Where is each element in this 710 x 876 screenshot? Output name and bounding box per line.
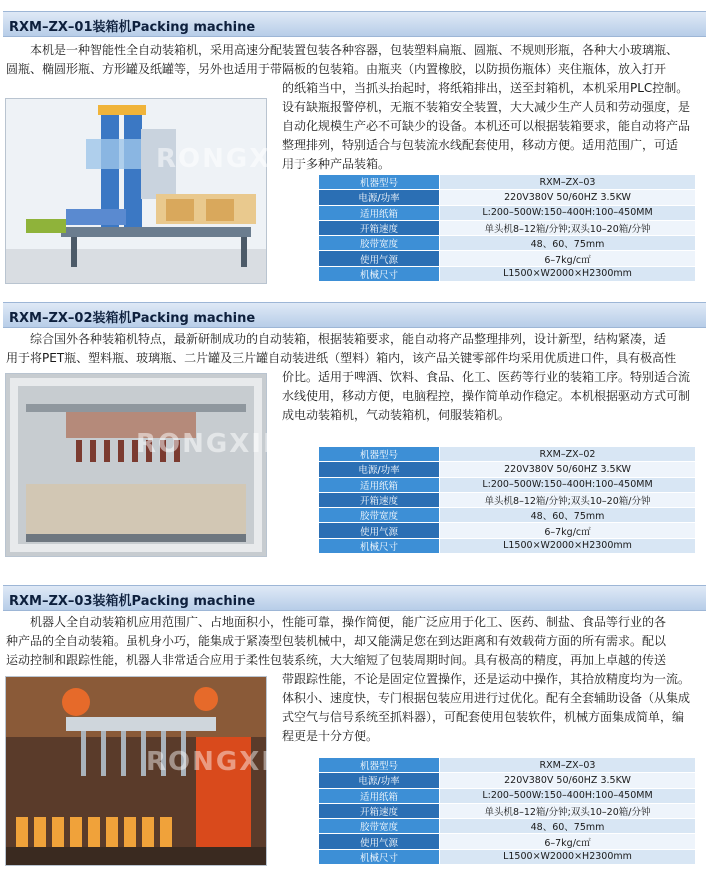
spec-key: 胶带宽度	[319, 819, 440, 834]
spec-key: 机器型号	[319, 175, 440, 190]
spec-value: 220V380V 50/60HZ 3.5KW	[440, 462, 696, 477]
spec-table	[318, 174, 696, 282]
description-line: 圆瓶、椭圆形瓶、方形罐及纸罐等，另外也适用于带隔板的包装箱。由瓶夹（内置橡胶，以防损伤瓶体）夹住瓶体，放入打开	[6, 62, 667, 76]
spec-value: L:200–500W:150–400H:100–450MM	[440, 205, 696, 220]
section-title: RXM–ZX–01装箱机Packing machine	[9, 20, 256, 35]
spec-value: 48、60、75mm	[440, 236, 696, 251]
spec-value: L:200–500W:150–400H:100–450MM	[440, 477, 696, 492]
description-line: 运动控制和跟踪性能，机器人非常适合应用于柔性包装系统，大大缩短了包装周期时间。具有极高的精度，再加上卓越的传送	[6, 653, 667, 667]
spec-row	[319, 538, 696, 553]
spec-value: L1500×W2000×H2300mm	[440, 266, 696, 281]
spec-value: RXM–ZX–03	[440, 758, 696, 773]
watermark-text: RONGXIN	[136, 429, 287, 459]
spec-row	[319, 803, 696, 818]
description-line: 带跟踪性能，不论是固定位置操作，还是运动中操作，其拾放精度均为一流。	[282, 672, 691, 686]
description-line: 机器人全自动装箱机应用范围广、占地面积小，性能可靠，操作简便，能广泛应用于化工、医药、制盐、食品等行业的各	[6, 615, 667, 629]
spec-table	[318, 446, 696, 554]
section-title: RXM–ZX–02装箱机Packing machine	[9, 311, 256, 326]
spec-row	[319, 447, 696, 462]
spec-row	[319, 236, 696, 251]
spec-row	[319, 788, 696, 803]
description-line: 用于将PET瓶、塑料瓶、玻璃瓶、二片罐及三片罐自动装进纸（塑料）箱内，该产品关键零部件均采用优质进口件，具有极高性	[6, 351, 677, 365]
spec-value: 48、60、75mm	[440, 819, 696, 834]
spec-key: 开箱速度	[319, 220, 440, 235]
spec-value: 6–7kg/c㎡	[440, 523, 696, 538]
spec-value: 单头机8–12箱/分钟;双头10–20箱/分钟	[440, 492, 696, 507]
description-line: 价比。适用于啤酒、饮料、食品、化工、医药等行业的装箱工序。特别适合流	[282, 370, 691, 384]
spec-key: 使用气源	[319, 834, 440, 849]
spec-row	[319, 251, 696, 266]
description-line: 本机是一种智能性全自动装箱机，采用高速分配装置包装各种容器，包装塑料扁瓶、圆瓶、不规则形瓶，各种大小玻璃瓶、	[6, 43, 679, 57]
spec-row	[319, 849, 696, 864]
spec-key: 电源/功率	[319, 462, 440, 477]
spec-key: 机器型号	[319, 447, 440, 462]
watermark-text: RONGXIN	[146, 747, 297, 777]
packing-machine-illustration	[6, 99, 266, 283]
section-title: RXM–ZX–03装箱机Packing machine	[9, 594, 256, 609]
spec-value: 单头机8–12箱/分钟;双头10–20箱/分钟	[440, 220, 696, 235]
description-line: 用于多种产品装箱。	[282, 157, 391, 171]
spec-value: 220V380V 50/60HZ 3.5KW	[440, 773, 696, 788]
spec-row	[319, 477, 696, 492]
spec-value: L1500×W2000×H2300mm	[440, 538, 696, 553]
description-line: 成电动装箱机，气动装箱机，伺服装箱机。	[282, 408, 511, 422]
spec-row	[319, 758, 696, 773]
spec-key: 机械尺寸	[319, 266, 440, 281]
spec-row	[319, 523, 696, 538]
spec-key: 机器型号	[319, 758, 440, 773]
spec-value: L1500×W2000×H2300mm	[440, 849, 696, 864]
spec-row	[319, 462, 696, 477]
spec-row	[319, 492, 696, 507]
spec-row	[319, 508, 696, 523]
section-title-bar	[3, 585, 706, 611]
spec-key: 电源/功率	[319, 190, 440, 205]
spec-key: 机械尺寸	[319, 538, 440, 553]
spec-row	[319, 266, 696, 281]
spec-value: RXM–ZX–02	[440, 447, 696, 462]
spec-row	[319, 773, 696, 788]
spec-value: 6–7kg/c㎡	[440, 834, 696, 849]
spec-row	[319, 175, 696, 190]
spec-key: 开箱速度	[319, 492, 440, 507]
spec-key: 开箱速度	[319, 803, 440, 818]
description-line: 的纸箱当中，当抓头抬起时，将纸箱排出，送至封箱机，本机采用PLC控制。	[282, 81, 689, 95]
watermark-text: RONGXIN	[156, 144, 307, 174]
spec-row	[319, 834, 696, 849]
spec-key: 使用气源	[319, 251, 440, 266]
spec-row	[319, 205, 696, 220]
spec-value: 48、60、75mm	[440, 508, 696, 523]
spec-key: 适用纸箱	[319, 477, 440, 492]
section-title-bar	[3, 302, 706, 328]
spec-value: 220V380V 50/60HZ 3.5KW	[440, 190, 696, 205]
spec-value: L:200–500W:150–400H:100–450MM	[440, 788, 696, 803]
description-line: 自动化规模生产必不可缺少的设备。本机还可以根据装箱要求，能自动将产品	[282, 119, 691, 133]
description-line: 程更是十分方便。	[282, 729, 379, 743]
spec-row	[319, 220, 696, 235]
description-line: 式空气与信号系统至抓料器），可配套使用包装软件，机械方面集成简单，编	[282, 710, 685, 724]
spec-table	[318, 757, 696, 865]
description-line: 体积小、速度快，专门根据包装应用进行过优化。配有全套辅助设备（从集成	[282, 691, 691, 705]
spec-key: 使用气源	[319, 523, 440, 538]
description-line: 水线使用，移动方便，电脑程控，操作简单动作稳定。本机根据驱动方式可制	[282, 389, 691, 403]
spec-value: 单头机8–12箱/分钟;双头10–20箱/分钟	[440, 803, 696, 818]
spec-key: 机械尺寸	[319, 849, 440, 864]
packing-machine-illustration	[6, 374, 266, 556]
spec-value: 6–7kg/c㎡	[440, 251, 696, 266]
spec-row	[319, 819, 696, 834]
spec-value: RXM–ZX–03	[440, 175, 696, 190]
spec-key: 胶带宽度	[319, 236, 440, 251]
machine-photo	[5, 676, 297, 866]
spec-key: 适用纸箱	[319, 788, 440, 803]
description-line: 综合国外各种装箱机特点，最新研制成功的自动装箱，根据装箱要求，能自动将产品整理排列，设计新型，结构紧凑，适	[6, 332, 667, 346]
spec-key: 胶带宽度	[319, 508, 440, 523]
description-line: 整理排列，特别适合与包装流水线配套使用，移动方便。适用范围广，可适	[282, 138, 679, 152]
machine-photo	[5, 98, 307, 284]
description-line: 设有缺瓶报警停机，无瓶不装箱安全装置，大大减少生产人员和劳动强度，是	[282, 100, 691, 114]
spec-row	[319, 190, 696, 205]
description-line: 种产品的全自动装箱。虽机身小巧，能集成于紧凑型包装机械中，却又能满足您在到达距离和有效载荷方面的所有需求。配以	[6, 634, 667, 648]
spec-key: 电源/功率	[319, 773, 440, 788]
machine-photo	[5, 373, 287, 557]
section-title-bar	[3, 11, 706, 37]
spec-key: 适用纸箱	[319, 205, 440, 220]
